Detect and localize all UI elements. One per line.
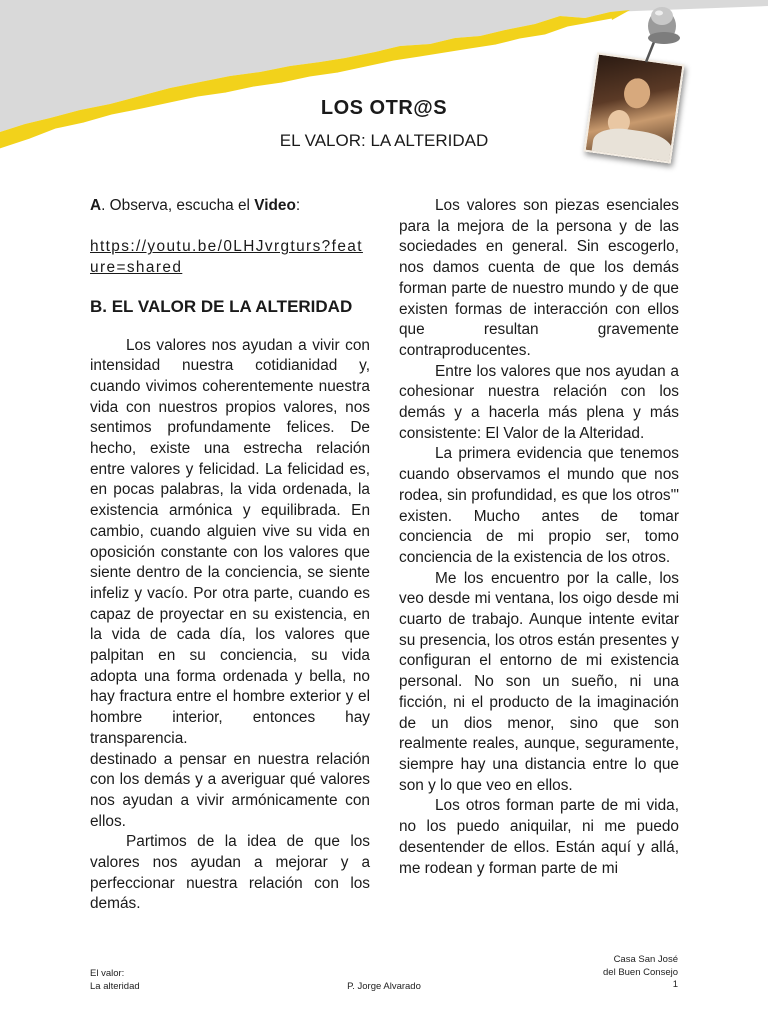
right-column — [399, 196, 679, 879]
paragraph: Los otros forman parte de mi vida, no los puedo aniquilar, ni me puedo desentender de ellos. Están aquí y allá, me rodean y forman parte de mi — [399, 797, 679, 877]
paragraph: Los valores nos ayudan a vivir con intensidad nuestra cotidianidad y, cuando vivimos coherentemente nuestra vida con nuestros propios valores, nos sentimos profundamente felices. De hecho, existe una estrecha relación entre valores y felicidad. La felicidad es, en pocas palabras, la vida ordenada, la existencia armónica y equilibrada. En cambio, cuando alguien vive su vida en oposición constante con los valores que siente dentro de la conciencia, se siente infeliz y vacío. Por otra parte, cuando es capaz de proyectar en su existencia, en la vida de cada día, los valores que palpitan en su conciencia, su vida adopta una forma ordenada y bella, no hay fractura entre el hombre exterior y el hombre interior, entonces hay transparencia. — [90, 336, 370, 747]
left-column — [90, 196, 370, 915]
paragraph: Los valores son piezas esenciales para la mejora de la persona y de las sociedades en general. Sin escogerlo, nos damos cuenta de que los demás forman parte de nuestro mundo y de que existen formas de interacción con ellos que resultan gravemente contraproducentes. — [399, 197, 679, 359]
page-subtitle: EL VALOR: LA ALTERIDAD — [279, 131, 489, 150]
section-letter: A — [90, 197, 102, 214]
footer-author: P. Jorge Alvarado — [347, 981, 421, 992]
paragraph: La primera evidencia que tenemos cuando observamos el mundo que nos rodea, sin profundidad, es que los otros'" existen. Mucho antes de tomar conciencia de mi propio ser, tomo conciencia de la existencia de los otros. — [399, 445, 679, 566]
instruction-line: A. Observa, escucha el Video: — [90, 197, 301, 214]
section-heading: B. EL VALOR DE LA ALTERIDAD — [90, 296, 353, 316]
paragraph: destinado a pensar en nuestra relación con los demás y a averiguar qué valores nos ayudan a vivir armónicamente con ellos. — [90, 750, 370, 830]
footer-left: El valor: La alteridad — [90, 968, 140, 992]
page-number: 1 — [672, 979, 678, 990]
pushpin-icon — [640, 2, 688, 66]
paragraph: Partimos de la idea de que los valores nos ayudan a mejorar y a perfeccionar nuestra relación con los demás. — [90, 833, 370, 913]
paragraph: Me los encuentro por la calle, los veo desde mi ventana, los oigo desde mi cuarto de trabajo. Aunque intente evitar su presencia, los otros están presentes y configuran el entorno de mi existencia personal. No son un sueño, ni una ficción, ni el producto de la imaginación de un dios menor, sino que son realmente reales, aunque, seguramente, siempre hay una distancia entre lo que son y lo que veo en ellos. — [399, 569, 679, 794]
paragraph: Entre los valores que nos ayudan a cohesionar nuestra relación con los demás y a hacerla más plena y más consistente: El Valor de la Alteridad. — [399, 362, 679, 442]
video-label: Video — [254, 197, 296, 214]
footer-right: Casa San José del Buen Consejo 1 — [603, 954, 678, 990]
video-link[interactable]: https://youtu.be/0LHJvrgturs?feature=shared — [90, 238, 363, 277]
page-title: LOS OTR@S — [320, 97, 448, 119]
